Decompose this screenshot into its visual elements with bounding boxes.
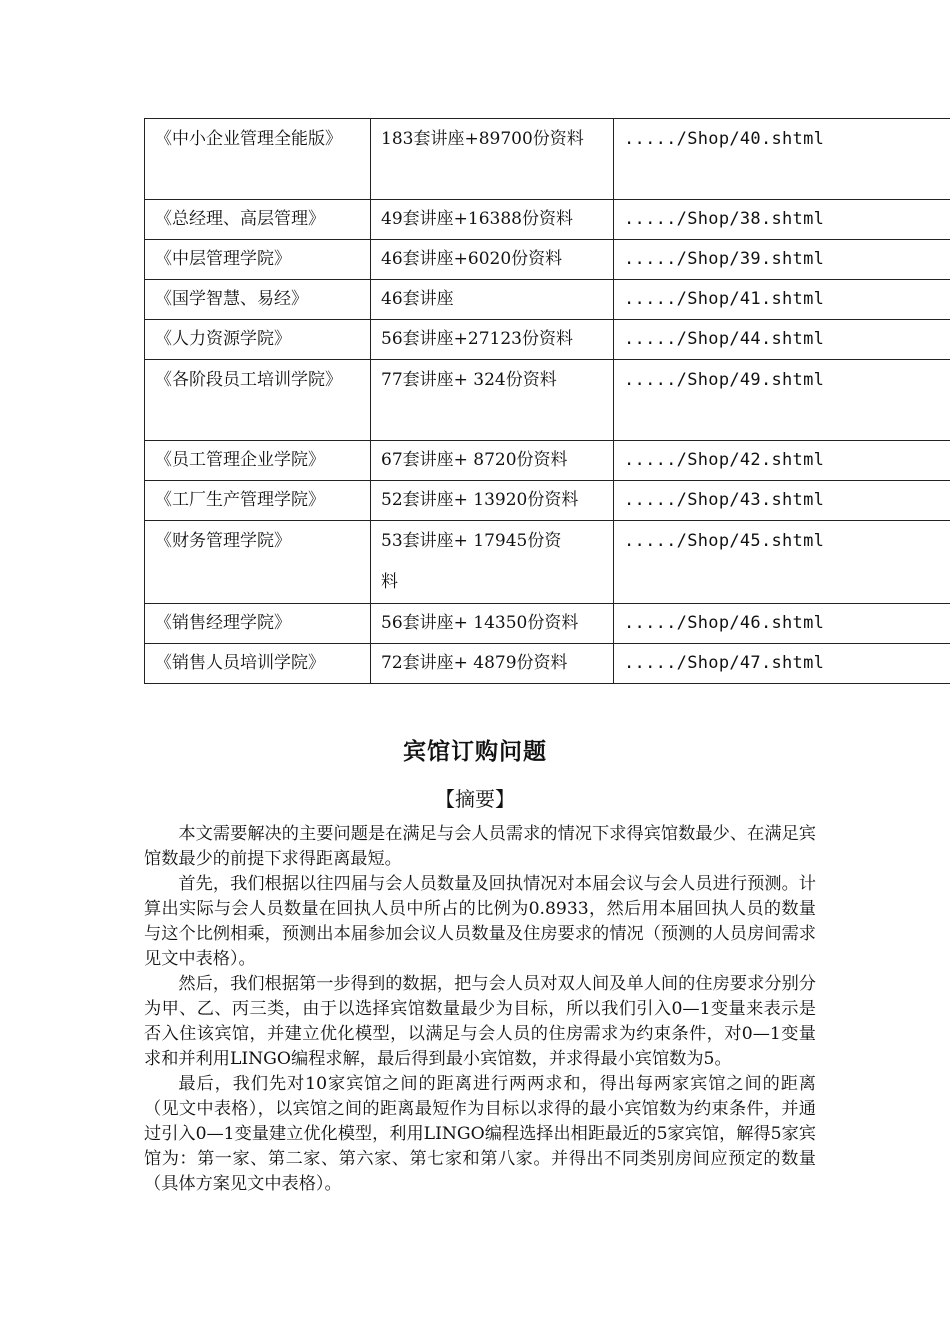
abstract-paragraph: 首先，我们根据以往四届与会人员数量及回执情况对本届会议与会人员进行预测。计算出实际与会人员数量在回执人员中所占的比例为0.8933，然后用本届回执人员的数量与这个比例相乘，预测出本届参加会议人员数量及住房要求的情况（预测的人员房间需求见文中表格）。 <box>144 874 816 969</box>
course-content-cell: 183套讲座+89700份资料 <box>371 119 614 200</box>
course-link-cell[interactable]: ...../Shop/41.shtml <box>614 280 950 320</box>
course-name-cell: 《财务管理学院》 <box>145 521 371 604</box>
course-link-cell[interactable]: ...../Shop/38.shtml <box>614 200 950 240</box>
course-name-cell: 《各阶段员工培训学院》 <box>145 360 371 441</box>
course-content-cell: 67套讲座+ 8720份资料 <box>371 441 614 481</box>
course-name-cell: 《工厂生产管理学院》 <box>145 481 371 521</box>
course-content-cell: 52套讲座+ 13920份资料 <box>371 481 614 521</box>
table-row <box>145 119 950 200</box>
course-name-cell: 《总经理、高层管理》 <box>145 200 371 240</box>
table-row <box>145 280 950 320</box>
course-content-cell: 46套讲座 <box>371 280 614 320</box>
table-row <box>145 200 950 240</box>
document-title: 宾馆订购问题 <box>403 739 547 765</box>
course-link-cell[interactable]: ...../Shop/47.shtml <box>614 644 950 684</box>
course-link-cell[interactable]: ...../Shop/39.shtml <box>614 240 950 280</box>
course-name-cell: 《销售人员培训学院》 <box>145 644 371 684</box>
course-link-cell[interactable]: ...../Shop/45.shtml <box>614 521 950 604</box>
course-link-cell[interactable]: ...../Shop/43.shtml <box>614 481 950 521</box>
abstract-paragraph: 最后，我们先对10家宾馆之间的距离进行两两求和，得出每两家宾馆之间的距离（见文中表格），以宾馆之间的距离最短作为目标以求得的最小宾馆数为约束条件，并通过引入0—1变量建立优化模型，利用LINGO编程选择出相距最近的5家宾馆，解得5家宾馆为：第一家、第二家、第六家、第七家和第八家。并得出不同类别房间应预定的数量（具体方案见文中表格）。 <box>144 1074 816 1194</box>
course-content-cell: 72套讲座+ 4879份资料 <box>371 644 614 684</box>
table-row <box>145 240 950 280</box>
table-row <box>145 604 950 644</box>
course-link-cell[interactable]: ...../Shop/42.shtml <box>614 441 950 481</box>
course-content-cell: 56套讲座+27123份资料 <box>371 320 614 360</box>
course-link-cell[interactable]: ...../Shop/49.shtml <box>614 360 950 441</box>
course-content-cell: 56套讲座+ 14350份资料 <box>371 604 614 644</box>
table-row <box>145 320 950 360</box>
course-content-cell: 49套讲座+16388份资料 <box>371 200 614 240</box>
course-link-cell[interactable]: ...../Shop/40.shtml <box>614 119 950 200</box>
course-name-cell: 《人力资源学院》 <box>145 320 371 360</box>
table-row <box>145 481 950 521</box>
course-link-cell[interactable]: ...../Shop/46.shtml <box>614 604 950 644</box>
course-name-cell: 《销售经理学院》 <box>145 604 371 644</box>
course-content-cell: 53套讲座+ 17945份资料 <box>371 521 614 604</box>
table-row <box>145 360 950 441</box>
course-content-cell: 46套讲座+6020份资料 <box>371 240 614 280</box>
course-name-cell: 《员工管理企业学院》 <box>145 441 371 481</box>
course-table <box>144 118 950 684</box>
table-row <box>145 441 950 481</box>
course-name-cell: 《中小企业管理全能版》 <box>145 119 371 200</box>
abstract-paragraph: 然后，我们根据第一步得到的数据，把与会人员对双人间及单人间的住房要求分别分为甲、乙、丙三类，由于以选择宾馆数量最少为目标，所以我们引入0—1变量来表示是否入住该宾馆，并建立优化模型，以满足与会人员的住房需求为约束条件，对0—1变量求和并利用LINGO编程求解，最后得到最小宾馆数，并求得最小宾馆数为5。 <box>144 974 816 1069</box>
course-name-cell: 《中层管理学院》 <box>145 240 371 280</box>
abstract-paragraph: 本文需要解决的主要问题是在满足与会人员需求的情况下求得宾馆数最少、在满足宾馆数最少的前提下求得距离最短。 <box>144 824 816 869</box>
table-row <box>145 644 950 684</box>
abstract-body <box>144 822 816 1197</box>
course-name-cell: 《国学智慧、易经》 <box>145 280 371 320</box>
table-row <box>145 521 950 604</box>
course-link-cell[interactable]: ...../Shop/44.shtml <box>614 320 950 360</box>
abstract-heading: 【摘要】 <box>435 787 515 811</box>
course-content-cell: 77套讲座+ 324份资料 <box>371 360 614 441</box>
